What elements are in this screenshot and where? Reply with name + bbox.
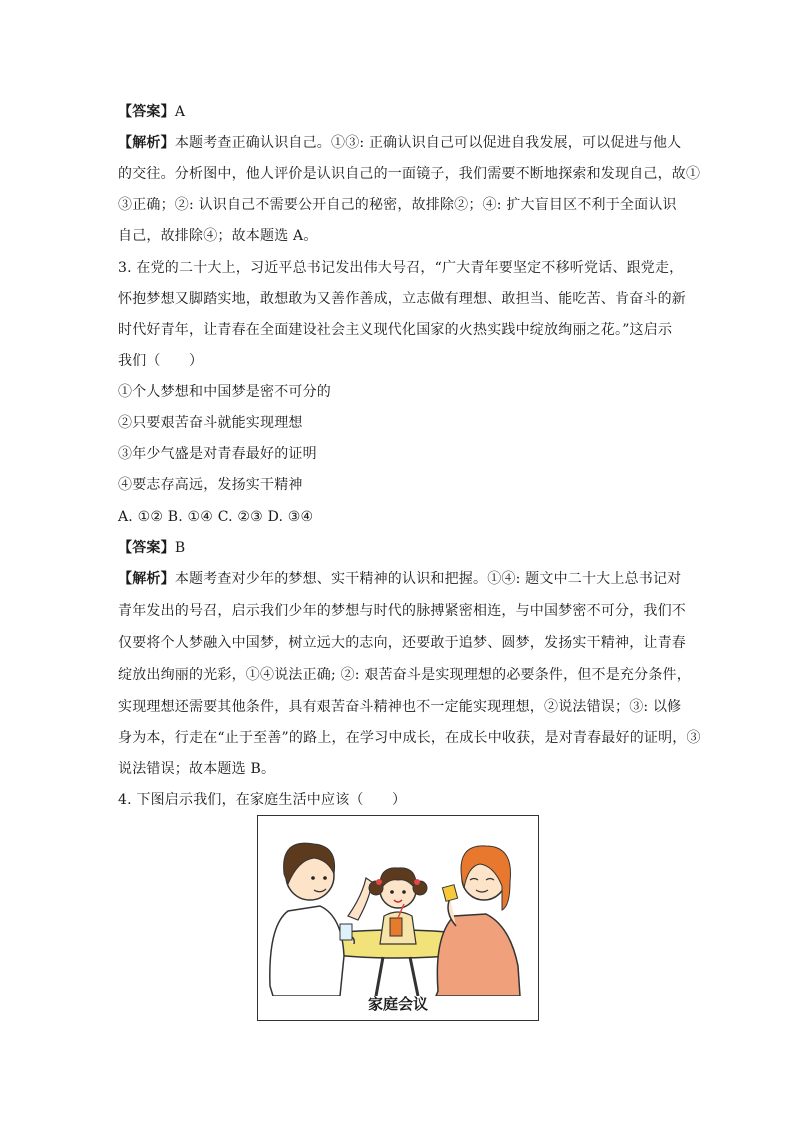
analysis-tag: 【解析】 <box>118 571 175 587</box>
analysis-tag: 【解析】 <box>118 135 175 151</box>
analysis-text: 的交往。分析图中，他人评价是认识自己的一面镜子，我们需要不断地探索和发现自己，故① <box>118 166 701 182</box>
q3-stem-line: 怀抱梦想又脚踏实地，敢想敢为又善作善成，立志做有理想、敢担当、能吃苦、肯奋斗的新 <box>118 291 686 307</box>
analysis-text: 身为本，行走在“止于至善”的路上，在学习中成长，在成长中收获，是对青春最好的证明，③ <box>118 730 701 746</box>
answer-value: A <box>174 104 186 120</box>
family-meeting-illustration <box>258 816 538 996</box>
q3-option: ②只要艰苦奋斗就能实现理想 <box>118 415 303 431</box>
q3-stem-line: 3. 在党的二十大上，习近平总书记发出伟大号召，“广大青年要坚定不移听党话、跟党走， <box>118 260 684 276</box>
answer-tag: 【答案】 <box>118 540 175 556</box>
q2-answer-line <box>118 102 185 122</box>
analysis-text: 说法错误；故本题选 B。 <box>118 761 276 777</box>
q3-stem-line: 我们（ ） <box>118 353 204 369</box>
analysis-text: 本题考查正确认识自己。①③: 正确认识自己可以促进自我发展，可以促进与他人 <box>174 135 682 151</box>
q3-option: ③年少气盛是对青春最好的证明 <box>118 446 317 462</box>
analysis-text: 自己，故排除④；故本题选 A。 <box>118 228 318 244</box>
q3-option: ①个人梦想和中国梦是密不可分的 <box>118 384 331 400</box>
family-meeting-figure <box>257 815 539 1021</box>
q3-choices: A. ①② B. ①④ C. ②③ D. ③④ <box>118 509 314 525</box>
q3-analysis-line <box>118 569 681 589</box>
analysis-text: 仅要将个人梦融入中国梦，树立远大的志向，还要敢于追梦、圆梦，发扬实干精神，让青春 <box>118 635 686 651</box>
analysis-text: 本题考查对少年的梦想、实干精神的认识和把握。①④: 题文中二十大上总书记对 <box>174 571 682 587</box>
q3-option: ④要志存高远，发扬实干精神 <box>118 477 303 493</box>
analysis-text: 青年发出的号召，启示我们少年的梦想与时代的脉搏紧密相连，与中国梦密不可分，我们不 <box>118 603 686 619</box>
q2-analysis-line <box>118 133 681 153</box>
analysis-text: ③正确；②: 认识自己不需要公开自己的秘密，故排除②；④: 扩大盲目区不利于全面认识 <box>118 197 677 213</box>
q3-answer-line <box>118 538 185 558</box>
q3-stem-line: 时代好青年，让青春在全面建设社会主义现代化国家的火热实践中绽放绚丽之花。”这启示 <box>118 322 673 338</box>
q4-stem: 4. 下图启示我们，在家庭生活中应该（ ） <box>118 792 407 808</box>
analysis-text: 实现理想还需要其他条件，具有艰苦奋斗精神也不一定能实现理想，②说法错误；③: 以修 <box>118 699 682 715</box>
answer-tag: 【答案】 <box>118 104 175 120</box>
analysis-text: 绽放出绚丽的光彩，①④说法正确; ②: 艰苦奋斗是实现理想的必要条件，但不是充分条件， <box>118 667 691 683</box>
answer-value: B <box>174 540 186 556</box>
figure-caption: 家庭会议 <box>367 995 428 1013</box>
